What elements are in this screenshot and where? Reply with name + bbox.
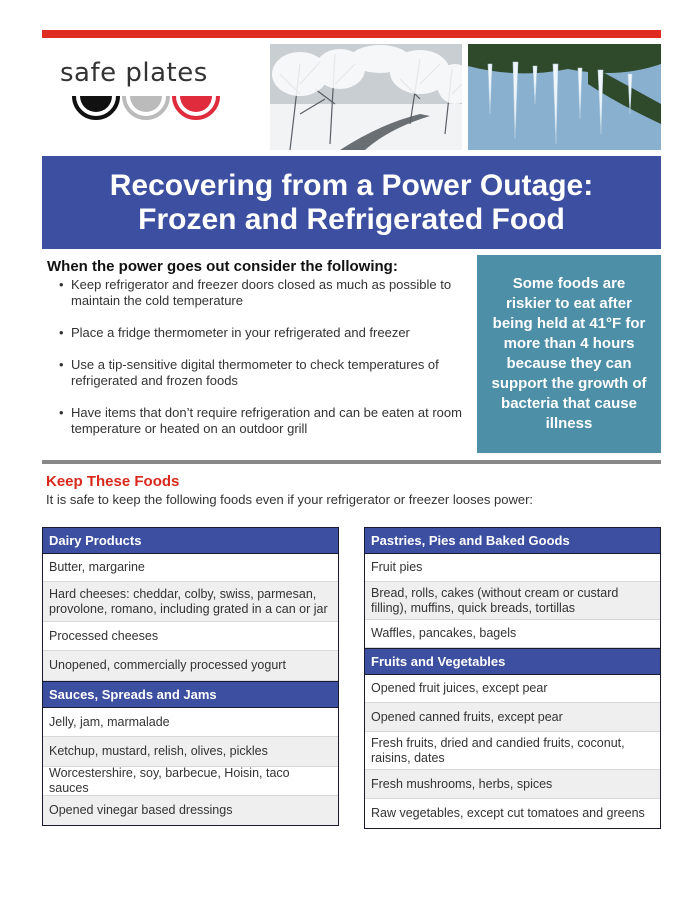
power-out-tips bbox=[47, 258, 467, 453]
page-title-line1: Recovering from a Power Outage: bbox=[109, 168, 594, 202]
table-row: Bread, rolls, cakes (without cream or custard filling), muffins, quick breads, tortillas bbox=[365, 582, 660, 620]
safe-plates-logo bbox=[60, 58, 250, 128]
logo-bowls-icon bbox=[72, 94, 222, 122]
tip-item: • Have items that don’t require refrigeration and can be eaten at room temperature or heated on an outdoor grill bbox=[59, 405, 467, 437]
table-header-dairy: Dairy Products bbox=[43, 528, 338, 554]
section-divider bbox=[42, 460, 661, 464]
table-row: Butter, margarine bbox=[43, 554, 338, 582]
keep-foods-heading: Keep These Foods bbox=[46, 473, 180, 490]
tips-heading: When the power goes out consider the following: bbox=[47, 258, 398, 275]
table-header-fruits-vegetables: Fruits and Vegetables bbox=[365, 648, 660, 675]
table-row: Unopened, commercially processed yogurt bbox=[43, 651, 338, 681]
table-row: Processed cheeses bbox=[43, 622, 338, 651]
table-header-pastries: Pastries, Pies and Baked Goods bbox=[365, 528, 660, 554]
keep-foods-table-right bbox=[364, 527, 661, 829]
keep-foods-intro: It is safe to keep the following foods even if your refrigerator or freezer looses power: bbox=[46, 492, 534, 507]
icicles-photo bbox=[468, 44, 661, 150]
table-row: Opened vinegar based dressings bbox=[43, 796, 338, 825]
logo-text: safe plates bbox=[60, 58, 208, 88]
table-row: Waffles, pancakes, bagels bbox=[365, 620, 660, 648]
table-row: Worcestershire, soy, barbecue, Hoisin, taco sauces bbox=[43, 767, 338, 796]
title-band bbox=[42, 156, 661, 249]
table-row: Opened canned fruits, except pear bbox=[365, 703, 660, 732]
table-row: Fresh mushrooms, herbs, spices bbox=[365, 770, 660, 799]
table-row: Hard cheeses: cheddar, colby, swiss, parmesan, provolone, romano, including grated in a can or jar bbox=[43, 582, 338, 622]
keep-foods-table-left bbox=[42, 527, 339, 826]
page-title-line2: Frozen and Refrigerated Food bbox=[138, 202, 565, 236]
tip-item: • Use a tip-sensitive digital thermometer to check temperatures of refrigerated and frozen foods bbox=[59, 357, 467, 389]
table-row: Ketchup, mustard, relish, olives, pickles bbox=[43, 737, 338, 767]
table-row: Raw vegetables, except cut tomatoes and greens bbox=[371, 806, 645, 820]
snowy-road-photo bbox=[270, 44, 462, 150]
table-row: Fruit pies bbox=[365, 554, 660, 582]
top-accent-bar bbox=[42, 30, 661, 38]
tip-item: • Place a fridge thermometer in your refrigerated and freezer bbox=[59, 325, 467, 341]
table-header-sauces: Sauces, Spreads and Jams bbox=[43, 681, 338, 708]
table-row: Jelly, jam, marmalade bbox=[43, 708, 338, 737]
risk-callout-box bbox=[477, 255, 661, 453]
table-row: Fresh fruits, dried and candied fruits, coconut, raisins, dates bbox=[365, 732, 660, 770]
tips-list bbox=[59, 277, 467, 437]
tip-item: • Keep refrigerator and freezer doors closed as much as possible to maintain the cold temperature bbox=[59, 277, 467, 309]
table-row: Opened fruit juices, except pear bbox=[365, 675, 660, 703]
callout-text: Some foods are riskier to eat after being held at 41°F for more than 4 hours because they can support the growth of bacteria that cause illness bbox=[491, 275, 647, 432]
